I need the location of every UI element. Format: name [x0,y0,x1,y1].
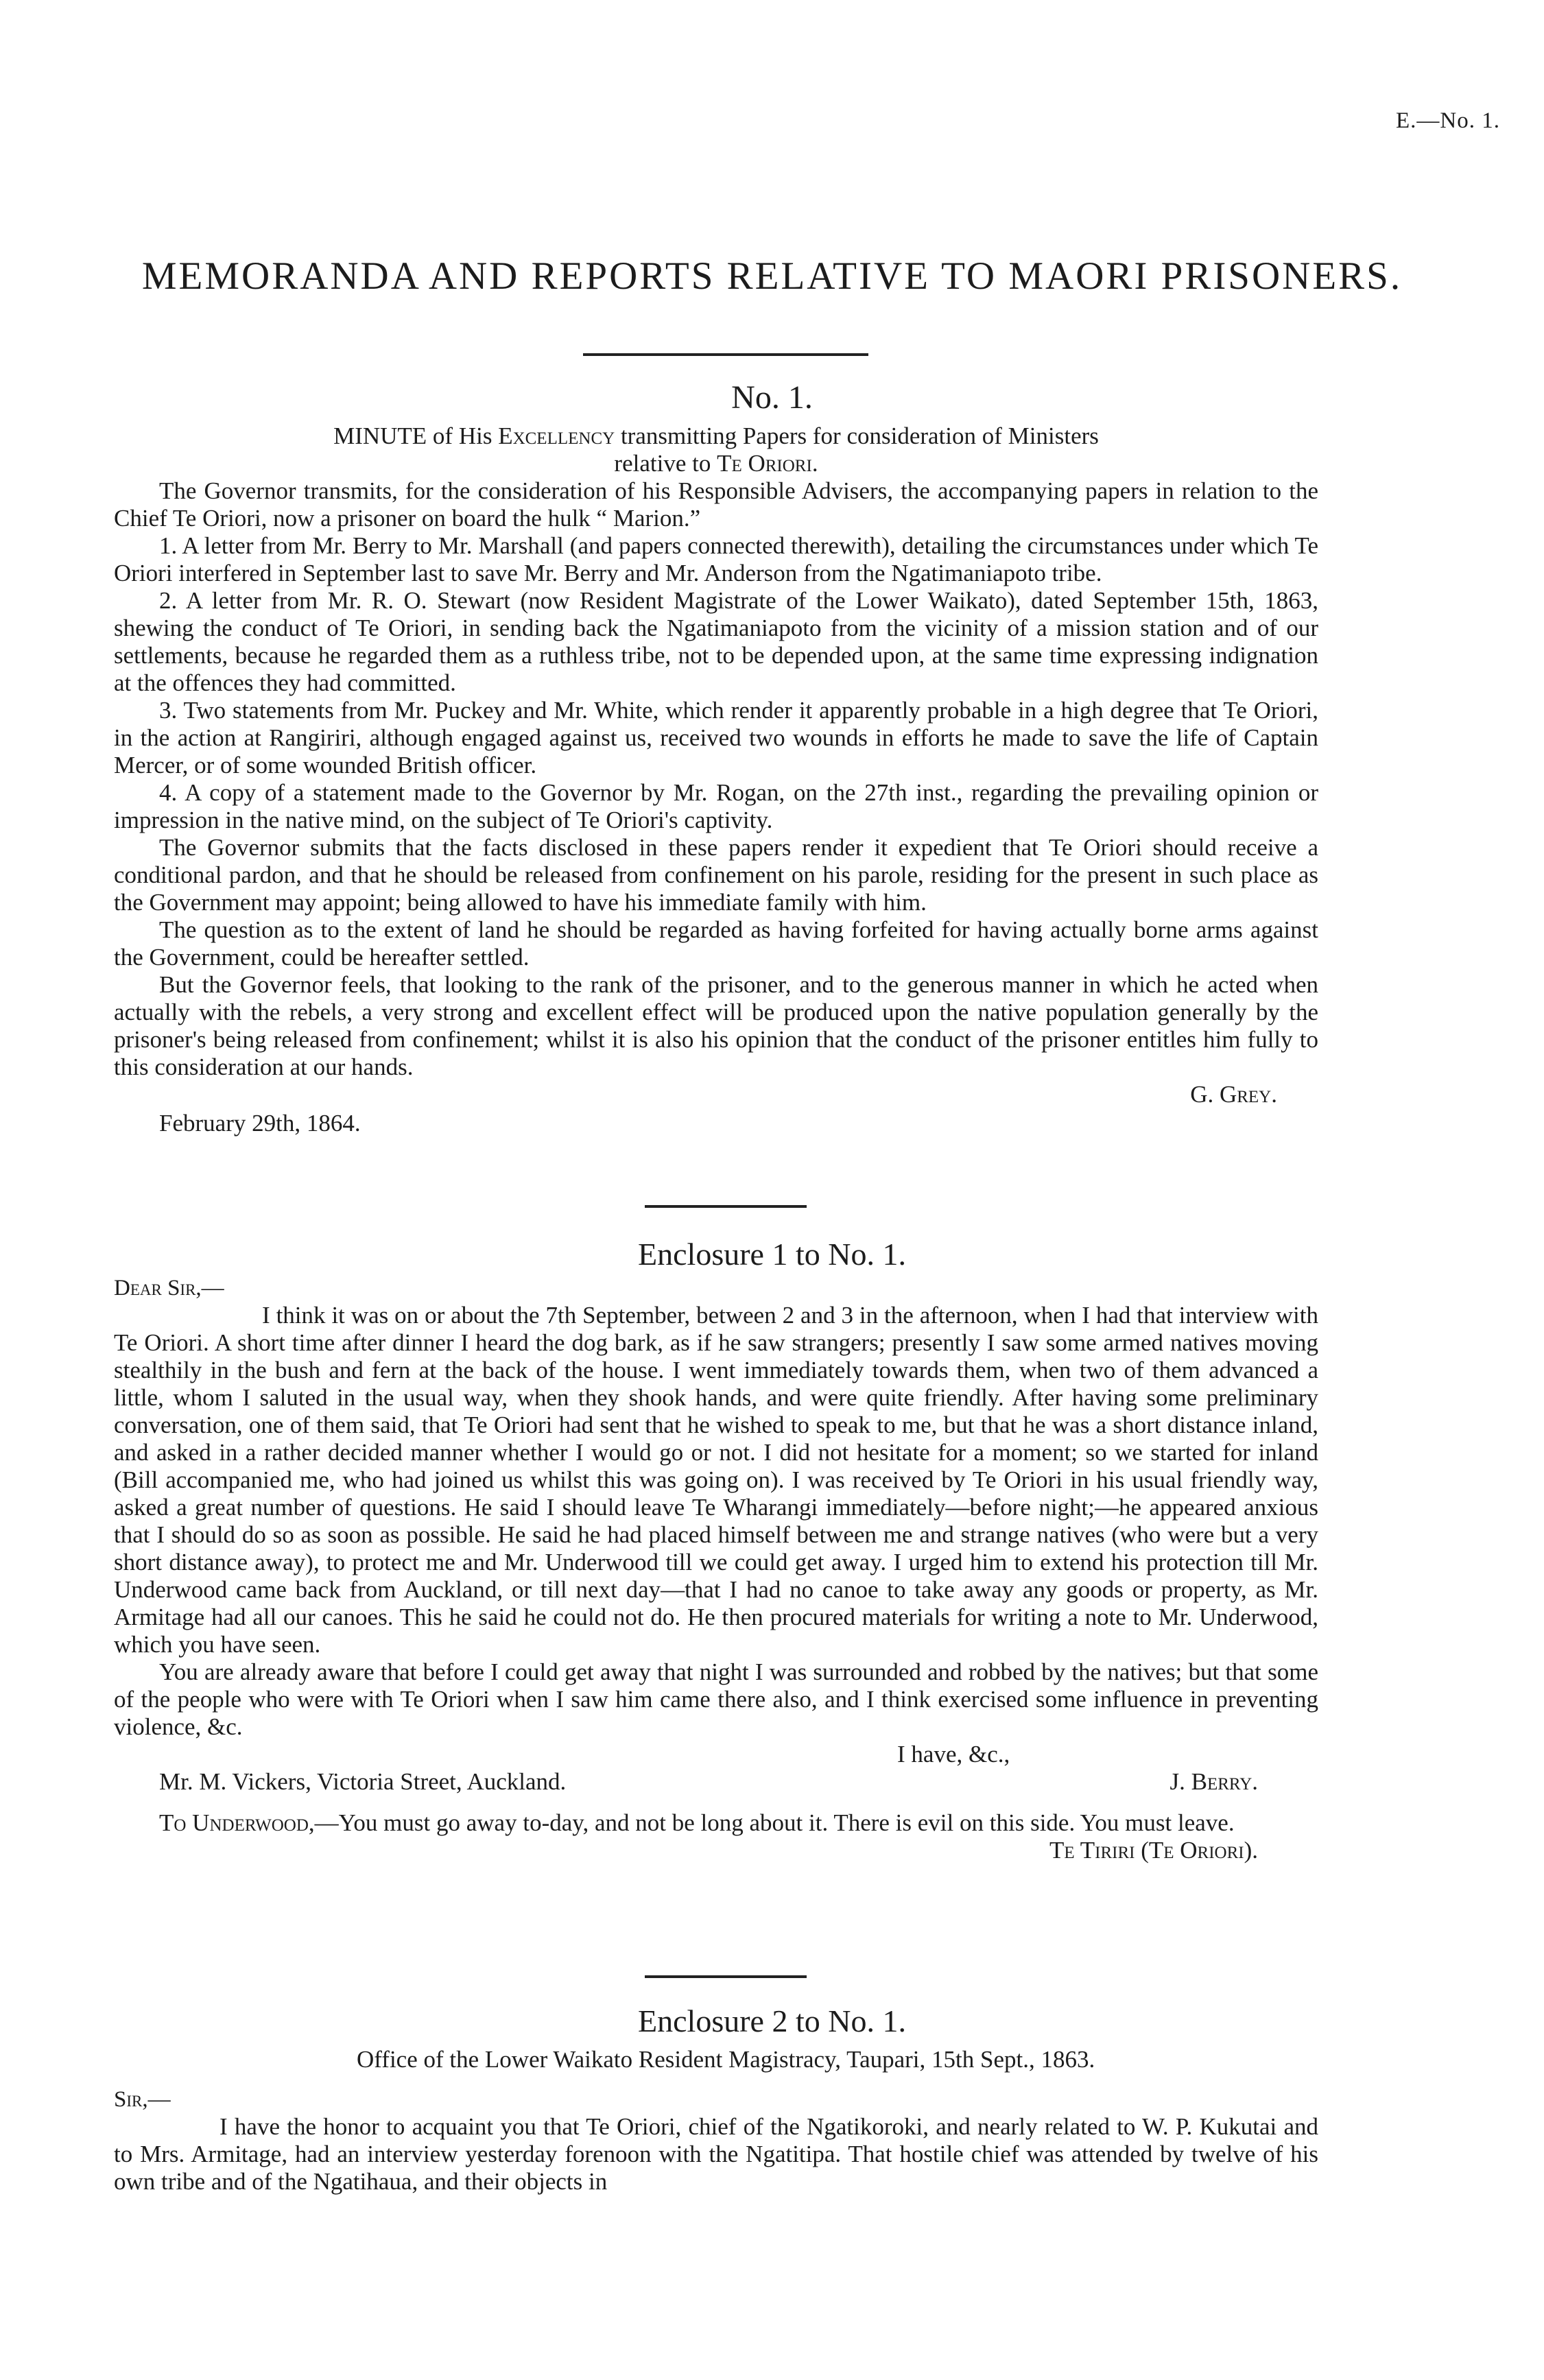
enclosure1-note [114,1809,1318,1837]
enclosure1-closing: I have, &c., [897,1741,1010,1768]
enclosure1-heading: Enclosure 1 to No. 1. [638,1237,906,1272]
minute-paragraph: The question as to the extent of land he should be regarded as having forfeited for having actually borne arms against the Government, could be hereafter settled. [114,916,1318,971]
enclosure2-divider [645,1975,807,1978]
enclosure1-addressee: Mr. M. Vickers, Victoria Street, Auckland. [159,1768,567,1795]
minute-signature: G. Grey. [1190,1081,1277,1108]
enclosure2-office-line: Office of the Lower Waikato Resident Magistracy, Taupari, 15th Sept., 1863. [357,2046,1095,2073]
note-text: —You must go away to-day, and not be long about it. There is evil on this side. You must leave. [314,1809,1235,1836]
enclosure1-salutation: Dear Sir,— [114,1276,224,1300]
minute-item-4: 4. A copy of a statement made to the Governor by Mr. Rogan, on the 27th inst., regarding the prevailing opinion or impression in the native mind, on the subject of Te Oriori's captivity. [114,779,1318,833]
enclosure2-body [114,2046,1318,2195]
document-title: MEMORANDA AND REPORTS RELATIVE TO MAORI PRISONERS. [141,254,1403,298]
minute-item-3: 3. Two statements from Mr. Puckey and Mr. White, which render it apparently probable in a high degree that Te Oriori, in the action at Rangiriri, although engaged against us, received two wounds in efforts he made to save the life of Captain Mercer, or of some wounded British officer. [114,697,1318,778]
note-signature: Te Tiriri (Te Oriori). [1049,1837,1258,1864]
page-reference: E.—No. 1. [1396,108,1500,133]
minute-item-2: 2. A letter from Mr. R. O. Stewart (now Resident Magistrate of the Lower Waikato), dated September 15th, 1863, shewing the conduct of Te Oriori, in sending back the Ngatimaniapoto from the vicinity of a mission station and of our settlements, because he regarded them as a ruthless tribe, not to be depended upon, at the same time expressing indignation at the offences they had committed. [114,587,1318,696]
enclosure1-signature: J. Berry. [1169,1768,1258,1795]
enclosure2-paragraph: I have the honor to acquaint you that Te Oriori, chief of the Ngatikoroki, and nearly related to W. P. Kukutai and to Mrs. Armitage, had an interview yesterday forenoon with the Ngatitipa. That hostile chief was attended by twelve of his own tribe and of the Ngatihaua, and their objects in [114,2113,1318,2195]
title-divider [583,353,868,356]
minute-paragraph: The Governor transmits, for the consideration of his Responsible Advisers, the accompanying papers in relation to the Chief Te Oriori, now a prisoner on board the hulk “ Marion.” [114,477,1318,532]
enclosure1-paragraph: You are already aware that before I could get away that night I was surrounded and robbed by the natives; but that some of the people who were with Te Oriori when I saw him came there also, and I think exercised some influence in preventing violence, &c. [114,1658,1318,1740]
minute-title-line1: MINUTE of His Excellency transmitting Papers for consideration of Ministers [333,423,1099,449]
minute-paragraph: The Governor submits that the facts disclosed in these papers render it expedient that Te Oriori should receive a conditional pardon, and that he should be released from confinement on his parole, residing for the present in such place as the Government may appoint; being allowed to have his immediate family with him. [114,834,1318,916]
enclosure1-divider [645,1205,807,1208]
enclosure1-paragraph: I think it was on or about the 7th September, between 2 and 3 in the afternoon, when I had that interview with Te Oriori. A short time after dinner I heard the dog bark, as if he saw strangers; presently I saw some armed natives moving stealthily in the bush and fern at the back of the house. I went immediately towards them, when two of them advanced a little, whom I saluted in the usual way, when they shook hands, and were quite friendly. After having some preliminary conversation, one of them said, that Te Oriori had sent that he wished to speak to me, but that he was a short distance inland, and asked in a rather decided manner whether I would go or not. I did not hesitate for a moment; so we started for inland (Bill accompanied me, who had joined us whilst this was going on). I was received by Te Oriori in his usual friendly way, asked a great number of questions. He said I should leave Te Wharangi immediately—before night;—he appeared anxious that I should do so as soon as possible. He said he had placed himself between me and strange natives (who were but a very short distance away), to protect me and Mr. Underwood till we could get away. I urged him to extend his protection till Mr. Underwood came back from Auckland, or till next day—that I had no canoe to take away any goods or property, as Mr. Armitage had all our canoes. This he said he could not do. He then procured materials for writing a note to Mr. Underwood, which you have seen. [114,1302,1318,1658]
minute-title-line2: relative to Te Oriori. [614,450,818,477]
note-addressee: To Underwood, [159,1809,315,1836]
minute-item-1: 1. A letter from Mr. Berry to Mr. Marshall (and papers connected therewith), detailing the circumstances under which Te Oriori interfered in September last to save Mr. Berry and Mr. Anderson from the Ngatimaniapoto tribe. [114,532,1318,586]
enclosure2-salutation: Sir,— [114,2087,171,2112]
no1-body [114,423,1318,1137]
minute-paragraph: But the Governor feels, that looking to the rank of the prisoner, and to the generous manner in which he acted when actually with the rebels, a very strong and excellent effect will be produced upon the native population generally by the prisoner's being released from confinement; whilst it is also his opinion that the conduct of the prisoner entitles him fully to this consideration at our hands. [114,971,1318,1080]
no1-heading: No. 1. [731,379,813,416]
enclosure1-address-row [114,1768,1318,1796]
minute-date: February 29th, 1864. [159,1110,361,1137]
enclosure2-heading: Enclosure 2 to No. 1. [638,2003,906,2038]
enclosure1-body [114,1274,1318,1864]
